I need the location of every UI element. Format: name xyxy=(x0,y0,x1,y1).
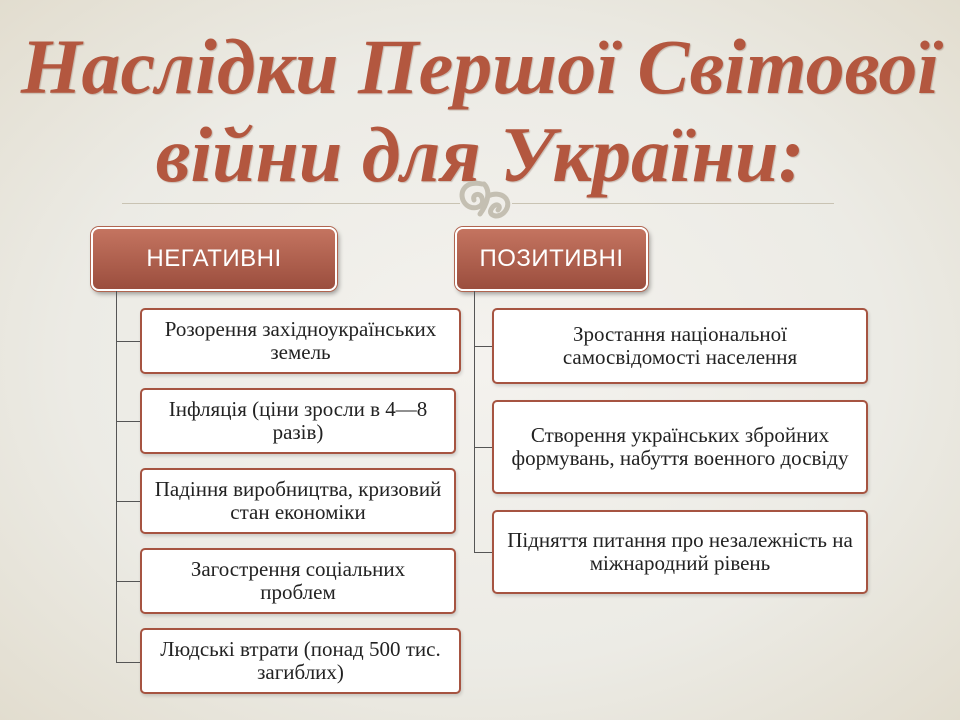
negative-item xyxy=(140,388,456,454)
negative-item xyxy=(140,468,456,534)
negative-item-text: Людські втрати (понад 500 тис. загиблих) xyxy=(160,637,441,684)
positive-item-text: Підняття питання про незалежність на міжнародний рівень xyxy=(507,528,853,575)
positive-item xyxy=(492,400,868,494)
negative-item xyxy=(140,548,456,614)
slide-title-line-2: війни для України: xyxy=(155,111,805,198)
negative-connector-trunk xyxy=(116,291,117,663)
negative-connector-branch xyxy=(116,341,140,342)
slide-title-line-1: Наслідки Першої Світової xyxy=(20,23,940,110)
title-divider-left xyxy=(122,203,460,204)
positive-connector-branch xyxy=(474,552,492,553)
positive-connector-branch xyxy=(474,346,492,347)
positive-connector-trunk xyxy=(474,291,475,552)
negative-connector-branch xyxy=(116,662,140,663)
negative-item-text: Загострення соціальних проблем xyxy=(190,557,406,604)
negative-connector-branch xyxy=(116,501,140,502)
negative-header: НЕГАТИВНІ xyxy=(91,227,337,291)
positive-item-text: Створення українських збройних формувань, набуття военного досвіду xyxy=(511,423,849,470)
negative-item-text: Падіння виробництва, кризовий стан економіки xyxy=(154,477,442,524)
positive-connector-branch xyxy=(474,447,492,448)
positive-item xyxy=(492,308,868,384)
negative-item xyxy=(140,628,461,694)
negative-item-text: Інфляція (ціни зросли в 4—8 разів) xyxy=(168,397,428,444)
positive-header: ПОЗИТИВНІ xyxy=(455,227,648,291)
negative-item xyxy=(140,308,461,374)
negative-connector-branch xyxy=(116,421,140,422)
negative-connector-branch xyxy=(116,581,140,582)
scroll-ornament-icon xyxy=(452,170,516,226)
positive-item-text: Зростання національної самосвідомості населення xyxy=(562,322,798,369)
positive-item xyxy=(492,510,868,594)
title-divider-right xyxy=(512,203,834,204)
negative-item-text: Розорення західноукраїнських земель xyxy=(164,317,437,364)
